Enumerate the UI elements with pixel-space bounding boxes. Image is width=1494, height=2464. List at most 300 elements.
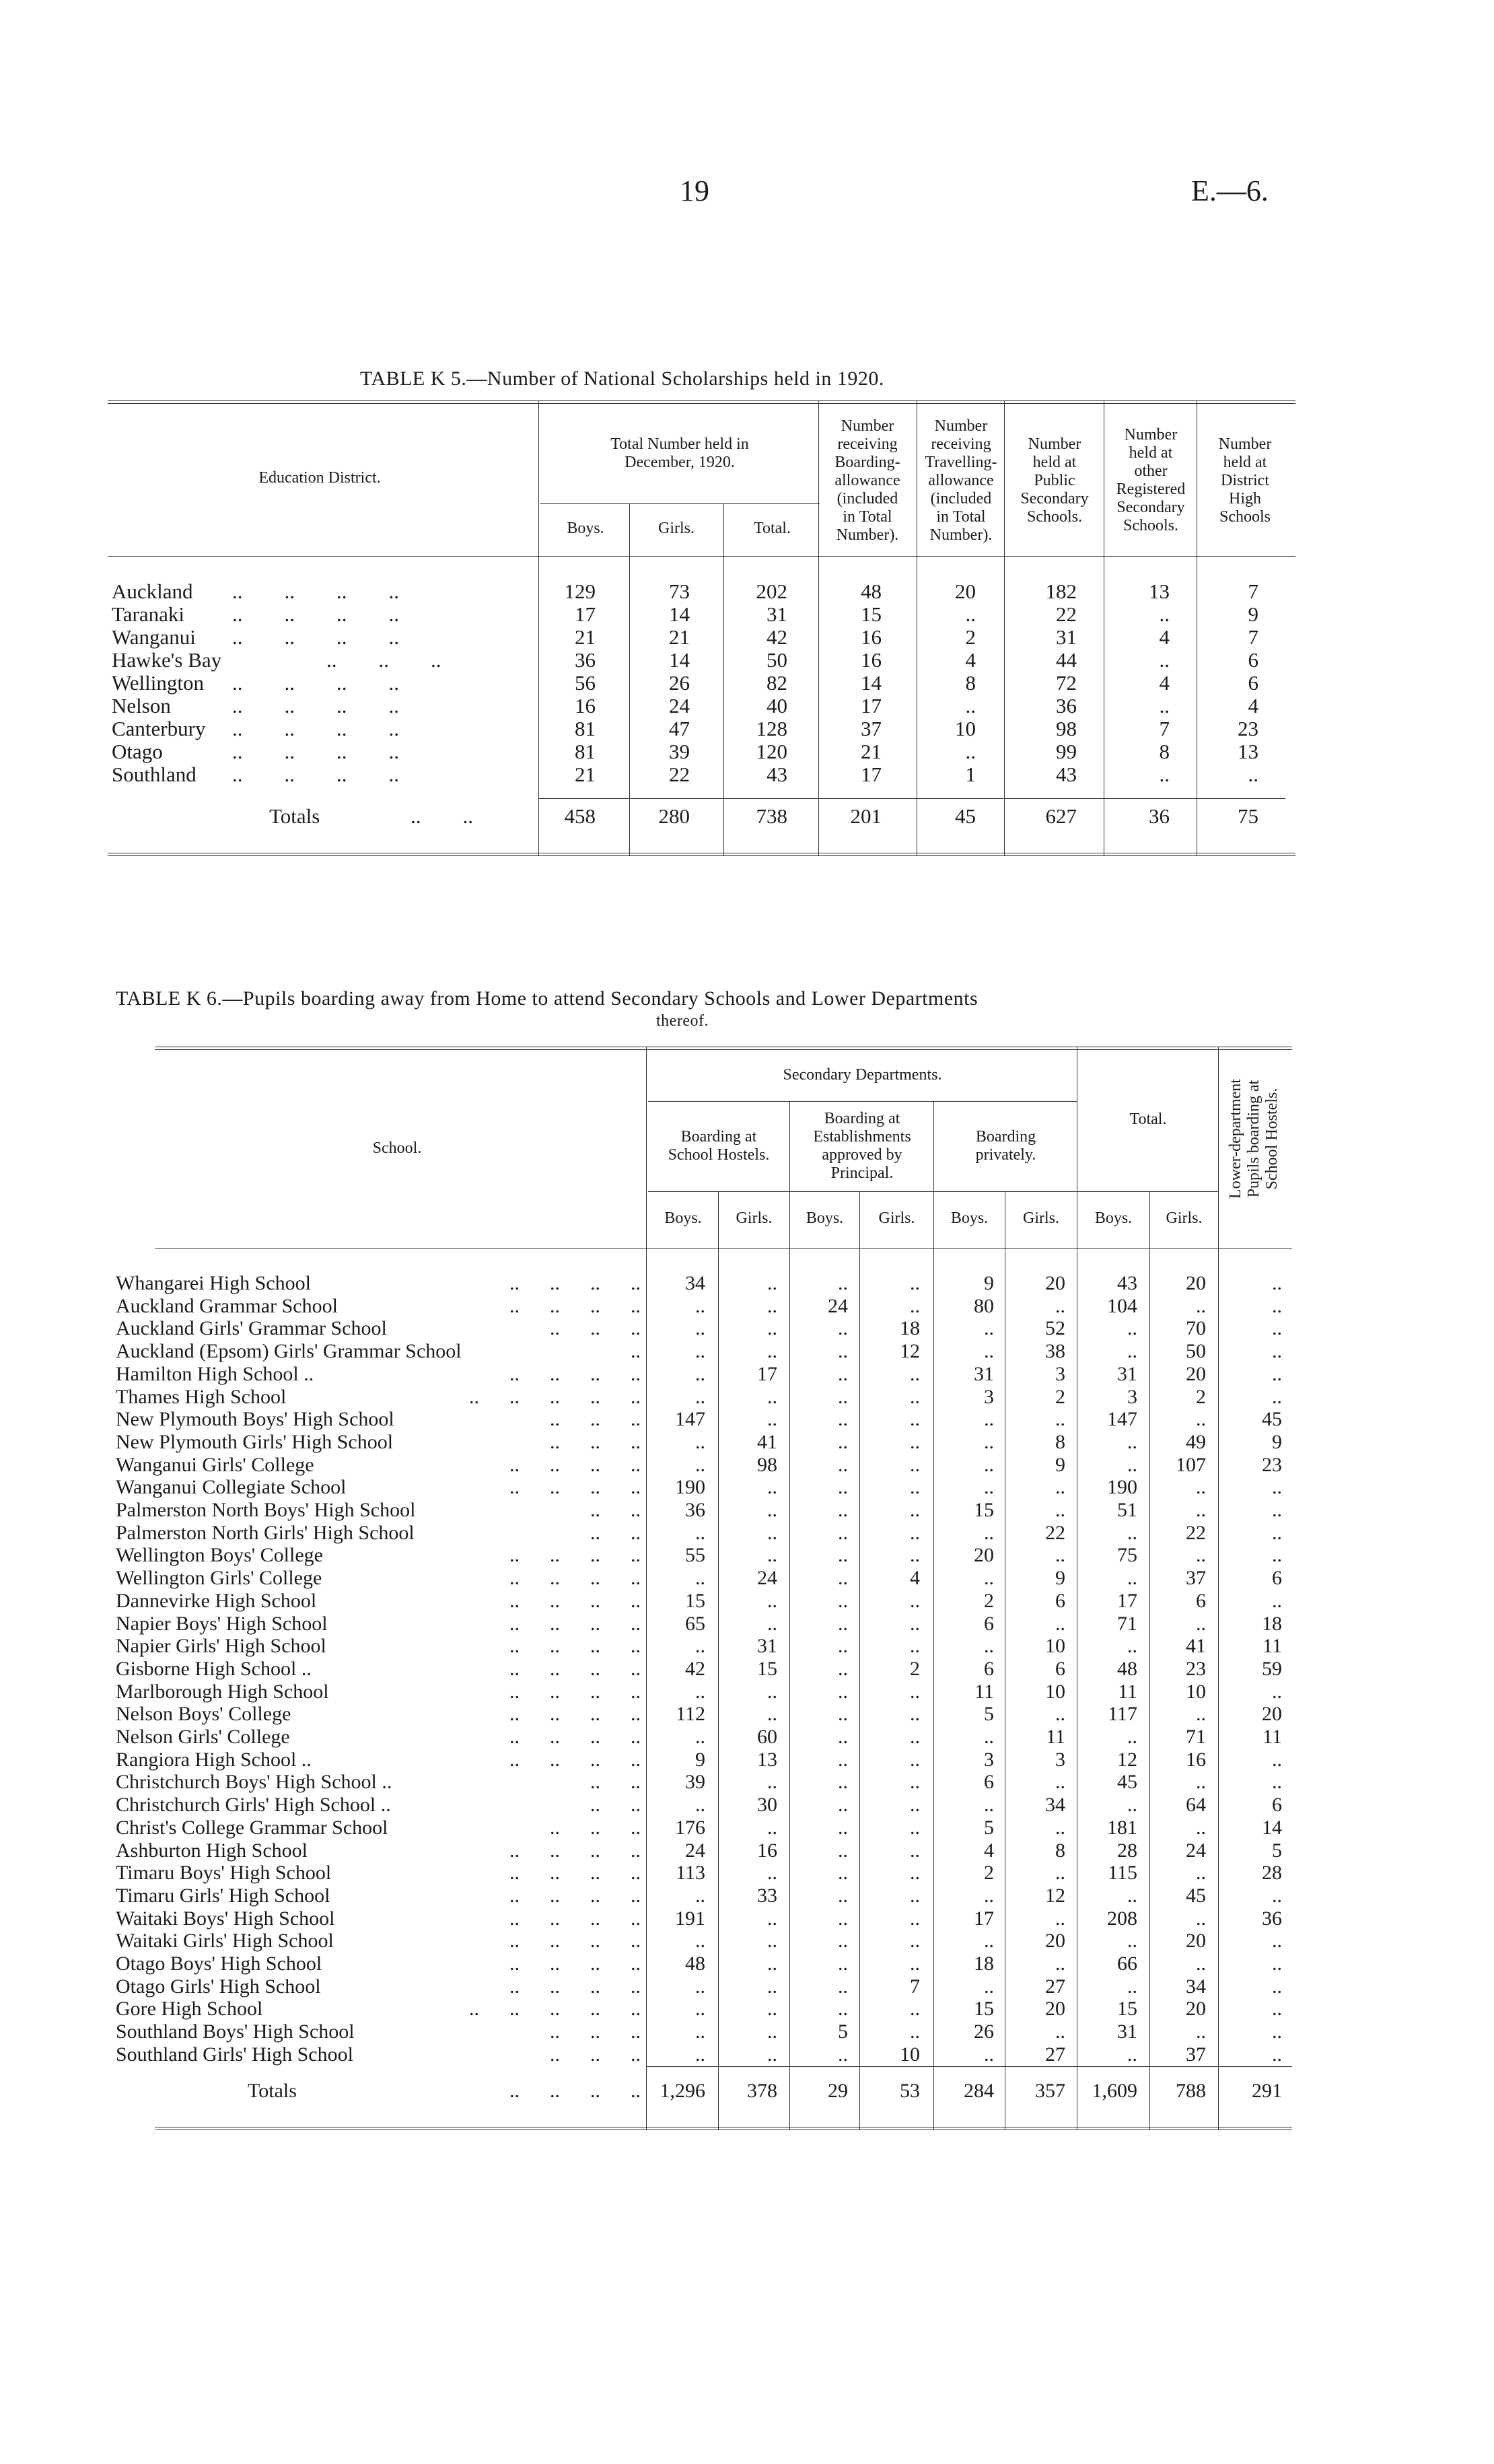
k5-district-name: Nelson	[112, 694, 171, 717]
page-number: 19	[680, 174, 709, 207]
k6-cell: ..	[695, 1635, 705, 1657]
k6-cell: ..	[1196, 2020, 1206, 2043]
k6-cell: ..	[838, 1839, 848, 1862]
k6-leader-dots: .. .. .. ..	[509, 1862, 641, 1884]
k5-leader-dots: .. .. ..	[326, 648, 441, 672]
k6-cell: 31	[974, 1363, 994, 1385]
k5-cell: 4	[1159, 671, 1170, 695]
k6-cell: ..	[984, 1408, 994, 1430]
k6-cell: 107	[1176, 1454, 1206, 1476]
k6-leader-dots: .. .. .. .. ..	[469, 1998, 641, 2020]
k6-header-establishments: Boarding at Establishments approved by Principal.	[813, 1110, 911, 1182]
k6-leader-dots: .. .. ..	[550, 2043, 641, 2066]
k6-cell: 22	[1186, 1522, 1206, 1544]
k6-cell: ..	[1196, 1613, 1206, 1635]
k6-cell: ..	[838, 1431, 848, 1453]
k6-cell: ..	[1055, 1476, 1065, 1498]
k6-cell: ..	[838, 1658, 848, 1680]
k5-cell: 14	[861, 671, 882, 695]
k6-cell: 2	[984, 1590, 994, 1612]
k5-cell: 129	[564, 579, 596, 603]
k5-cell: 17	[861, 763, 882, 786]
k5-cell: 20	[955, 579, 976, 603]
k6-cell: ..	[1272, 1749, 1282, 1771]
k6-cell: 5	[984, 1817, 994, 1839]
k6-leader-dots: .. .. .. ..	[509, 1703, 641, 1725]
k6-cell: 70	[1186, 1317, 1206, 1339]
k6-cell: 190	[675, 1476, 705, 1498]
k5-cell: 43	[767, 763, 787, 786]
k5-cell: ..	[965, 602, 976, 626]
k6-cell: 104	[1107, 1295, 1137, 1317]
k6-cell: ..	[984, 1476, 994, 1498]
k6-leader-dots: .. .. .. ..	[509, 1567, 641, 1589]
k6-cell: 2	[910, 1658, 920, 1680]
k6-cell: ..	[1055, 1907, 1065, 1930]
k6-cell: ..	[695, 1522, 705, 1544]
k5-cell: ..	[965, 694, 976, 717]
k6-cell: ..	[910, 1454, 920, 1476]
k6-cell: 5	[984, 1703, 994, 1725]
k6-total-cell: 357	[1035, 2080, 1065, 2102]
k6-cell: ..	[910, 1408, 920, 1430]
k5-header-travelling: Number receiving Travelling- allowance (included in Total Number).	[925, 417, 997, 544]
k5-cell: 39	[669, 740, 690, 763]
k6-cell: ..	[767, 1408, 777, 1430]
k5-header-total: Total.	[754, 520, 791, 537]
k6-cell: ..	[767, 2043, 777, 2066]
k6-cell: ..	[984, 1317, 994, 1339]
k6-cell: 43	[1117, 1272, 1137, 1294]
k6-cell: 6	[1055, 1590, 1065, 1612]
k6-cell: ..	[984, 1726, 994, 1748]
k6-cell: ..	[838, 1386, 848, 1408]
k6-cell: 48	[685, 1952, 705, 1975]
table-k6-title-line1: TABLE K 6.—Pupils boarding away from Home to attend Secondary Schools and Lower Departments	[116, 987, 979, 1010]
k6-cell: ..	[910, 1681, 920, 1703]
k6-cell: ..	[695, 2020, 705, 2043]
k6-cell: ..	[767, 2020, 777, 2043]
k6-cell: ..	[695, 1726, 705, 1748]
k6-cell: 20	[1045, 1998, 1065, 2020]
k6-cell: 20	[1186, 1998, 1206, 2020]
k6-header-lower: Lower-department Pupils boarding at School Hostels.	[1227, 1078, 1281, 1199]
k6-cell: ..	[1127, 1975, 1137, 1998]
k6-leader-dots: .. .. ..	[550, 1408, 641, 1430]
k6-cell: ..	[1055, 1862, 1065, 1884]
k6-cell: 31	[1117, 1363, 1137, 1385]
k6-cell: 37	[1186, 1567, 1206, 1589]
k6-cell: 23	[1186, 1658, 1206, 1680]
k5-district-name: Otago	[112, 740, 163, 763]
k6-leader-dots: .. .. ..	[550, 1817, 641, 1839]
k6-cell: 16	[757, 1839, 777, 1862]
k6-cell: ..	[767, 1544, 777, 1566]
k6-school-name: Auckland (Epsom) Girls' Grammar School	[116, 1340, 462, 1362]
k5-cell: 36	[1056, 694, 1077, 717]
k6-school-name: Waitaki Boys' High School	[116, 1907, 335, 1930]
k6-leader-dots: .. ..	[590, 1771, 641, 1793]
k6-cell: ..	[910, 1590, 920, 1612]
k5-cell: ..	[1159, 602, 1170, 626]
k6-leader-dots: .. .. .. ..	[509, 1272, 641, 1294]
k6-cell: ..	[838, 1340, 848, 1362]
k6-cell: 191	[675, 1907, 705, 1930]
k6-cell: 30	[757, 1794, 777, 1816]
k5-cell: 128	[756, 717, 787, 740]
k5-district-name: Southland	[112, 763, 197, 786]
k5-cell: 10	[955, 717, 976, 740]
k6-cell: ..	[767, 1386, 777, 1408]
k6-cell: ..	[838, 1681, 848, 1703]
k6-cell: ..	[767, 1862, 777, 1884]
k5-header-district: Education District.	[258, 469, 381, 487]
k6-cell: ..	[838, 1408, 848, 1430]
k6-cell: ..	[984, 1975, 994, 1998]
k6-cell: 2	[984, 1862, 994, 1884]
k6-cell: 2	[1055, 1386, 1065, 1408]
k6-cell: 11	[974, 1681, 994, 1703]
k5-cell: 73	[669, 579, 690, 603]
k6-leader-dots: .. ..	[590, 1794, 641, 1816]
k6-cell: ..	[910, 1295, 920, 1317]
k5-cell: 21	[669, 625, 690, 649]
k6-cell: ..	[910, 1522, 920, 1544]
k6-header-girls-2: Girls.	[878, 1209, 915, 1227]
k6-school-name: Marlborough High School	[116, 1681, 329, 1703]
k6-cell: ..	[1196, 1295, 1206, 1317]
k6-cell: 15	[685, 1590, 705, 1612]
k6-cell: 20	[1045, 1930, 1065, 1952]
k6-cell: 71	[1117, 1613, 1137, 1635]
k6-cell: ..	[910, 1635, 920, 1657]
k6-cell: ..	[910, 1885, 920, 1907]
k6-cell: 2	[1196, 1386, 1206, 1408]
k6-school-name: Christchurch Girls' High School ..	[116, 1794, 391, 1816]
k6-school-name: Christ's College Grammar School	[116, 1817, 388, 1839]
k6-cell: 208	[1107, 1907, 1137, 1930]
k6-cell: ..	[767, 1590, 777, 1612]
k6-header-girls-4: Girls.	[1166, 1209, 1203, 1227]
k6-cell: ..	[910, 1998, 920, 2020]
k6-leader-dots: .. .. .. ..	[509, 1363, 641, 1385]
k6-cell: 16	[1186, 1749, 1206, 1771]
k6-cell: ..	[984, 1340, 994, 1362]
k5-cell: 21	[861, 740, 882, 763]
k5-leader-dots: .. .. .. ..	[232, 602, 399, 626]
k6-cell: ..	[1272, 1272, 1282, 1294]
k6-cell: ..	[1196, 1952, 1206, 1975]
k5-header-boys: Boys.	[567, 520, 604, 537]
k6-cell: ..	[695, 1340, 705, 1362]
k6-school-name: Auckland Girls' Grammar School	[116, 1317, 387, 1339]
k6-total-cell: 29	[828, 2080, 848, 2102]
k6-cell: ..	[1272, 1998, 1282, 2020]
k6-cell: ..	[910, 1613, 920, 1635]
k6-cell: ..	[695, 1363, 705, 1385]
k5-leader-dots: .. .. .. ..	[232, 579, 399, 603]
k6-cell: ..	[767, 1476, 777, 1498]
k6-cell: 41	[757, 1431, 777, 1453]
k6-cell: ..	[1272, 1340, 1282, 1362]
k5-cell: 17	[575, 602, 596, 626]
k6-cell: 27	[1045, 2043, 1065, 2066]
k6-cell: ..	[1055, 1703, 1065, 1725]
k5-cell: 72	[1056, 671, 1077, 695]
k6-cell: ..	[910, 1839, 920, 1862]
k5-cell: 99	[1056, 740, 1077, 763]
k6-cell: ..	[910, 1952, 920, 1975]
k6-leader-dots: .. ..	[590, 1499, 641, 1521]
k6-cell: 11	[1262, 1726, 1282, 1748]
k6-cell: 13	[757, 1749, 777, 1771]
k5-district-name: Wellington	[112, 671, 204, 695]
k6-cell: 17	[974, 1907, 994, 1930]
page-code: E.—6.	[1191, 174, 1269, 207]
k6-cell: ..	[1127, 1635, 1137, 1657]
k6-school-name: Wellington Boys' College	[116, 1544, 323, 1566]
k5-cell: 24	[669, 694, 690, 717]
k6-cell: ..	[695, 1454, 705, 1476]
k6-school-name: Ashburton High School	[116, 1839, 308, 1862]
k6-cell: 17	[1117, 1590, 1137, 1612]
k6-cell: ..	[838, 1272, 848, 1294]
k6-cell: ..	[1055, 1544, 1065, 1566]
k6-header-hostels: Boarding at School Hostels.	[668, 1128, 770, 1164]
k6-cell: ..	[910, 1907, 920, 1930]
k6-cell: 18	[974, 1952, 994, 1975]
k6-cell: ..	[910, 1794, 920, 1816]
k6-cell: ..	[1272, 1975, 1282, 1998]
k5-cell: 16	[861, 648, 882, 672]
k6-cell: 33	[757, 1885, 777, 1907]
k6-cell: 34	[1045, 1794, 1065, 1816]
k6-cell: 20	[1262, 1703, 1282, 1725]
k6-leader-dots: .. .. ..	[550, 2020, 641, 2043]
k6-cell: ..	[838, 1794, 848, 1816]
k5-cell: 26	[669, 671, 690, 695]
k6-cell: ..	[838, 1703, 848, 1725]
k6-cell: ..	[838, 1567, 848, 1589]
k6-cell: 6	[984, 1613, 994, 1635]
k6-cell: 181	[1107, 1817, 1137, 1839]
k6-cell: ..	[1272, 1590, 1282, 1612]
k6-cell: ..	[838, 1476, 848, 1498]
k6-total-cell: 1,296	[660, 2080, 705, 2102]
k5-cell: 44	[1056, 648, 1077, 672]
k6-header-total: Total.	[1129, 1111, 1167, 1128]
k5-cell: 56	[575, 671, 596, 695]
k6-cell: ..	[767, 1613, 777, 1635]
k6-school-name: Wellington Girls' College	[116, 1567, 322, 1589]
k6-cell: ..	[838, 1862, 848, 1884]
k6-cell: ..	[984, 2043, 994, 2066]
k6-cell: 48	[1117, 1658, 1137, 1680]
k6-header-privately: Boarding privately.	[975, 1128, 1036, 1164]
k6-cell: ..	[695, 1567, 705, 1589]
k5-cell: 1	[965, 763, 976, 786]
k6-leader-dots: .. .. .. ..	[509, 1476, 641, 1498]
k6-header-boys-4: Boys.	[1094, 1209, 1133, 1227]
k6-school-name: Dannevirke High School	[116, 1590, 317, 1612]
k6-cell: 147	[1107, 1408, 1137, 1430]
k5-district-name: Taranaki	[112, 602, 184, 626]
k6-cell: 3	[984, 1749, 994, 1771]
k5-cell: 42	[767, 625, 787, 649]
k6-cell: 28	[1117, 1839, 1137, 1862]
k6-school-name: Gore High School	[116, 1998, 263, 2020]
k6-cell: ..	[1196, 1703, 1206, 1725]
k5-cell: 2	[965, 625, 976, 649]
k6-cell: 9	[1055, 1567, 1065, 1589]
k6-cell: ..	[910, 2020, 920, 2043]
k5-header-other: Number held at other Registered Secondary Schools.	[1116, 426, 1186, 534]
k6-cell: ..	[1055, 1295, 1065, 1317]
k6-cell: ..	[695, 2043, 705, 2066]
k5-cell: 22	[669, 763, 690, 786]
k6-cell: 65	[685, 1613, 705, 1635]
k6-header-boys-3: Boys.	[950, 1209, 989, 1227]
k6-cell: 9	[695, 1749, 705, 1771]
k6-cell: ..	[838, 1998, 848, 2020]
k6-cell: 15	[757, 1658, 777, 1680]
k6-cell: 45	[1117, 1771, 1137, 1793]
k6-cell: ..	[695, 1885, 705, 1907]
k6-cell: 8	[1055, 1431, 1065, 1453]
k6-cell: 31	[757, 1635, 777, 1657]
k6-cell: ..	[984, 1454, 994, 1476]
k6-cell: ..	[910, 1862, 920, 1884]
k5-cell: 4	[965, 648, 976, 672]
k5-district-name: Auckland	[112, 579, 193, 603]
k6-cell: 34	[685, 1272, 705, 1294]
k6-cell: ..	[695, 1295, 705, 1317]
k6-school-name: Whangarei High School	[116, 1272, 311, 1294]
k6-cell: 20	[1186, 1930, 1206, 1952]
k6-leader-dots: .. .. .. ..	[509, 1681, 641, 1703]
k6-cell: 80	[974, 1295, 994, 1317]
k6-cell: ..	[910, 1363, 920, 1385]
k6-cell: ..	[1272, 1386, 1282, 1408]
k6-cell: 23	[1262, 1454, 1282, 1476]
k6-cell: ..	[910, 1476, 920, 1498]
k6-cell: 71	[1186, 1726, 1206, 1748]
k5-cell: 14	[669, 648, 690, 672]
k6-cell: ..	[1127, 1567, 1137, 1589]
k6-cell: 11	[1118, 1681, 1137, 1703]
k6-school-name: Southland Boys' High School	[116, 2020, 355, 2043]
k5-cell: 8	[965, 671, 976, 695]
k5-cell: 47	[669, 717, 690, 740]
k6-cell: 24	[1186, 1839, 1206, 1862]
k5-cell: ..	[965, 740, 976, 763]
k6-cell: ..	[695, 1794, 705, 1816]
k5-cell: 81	[575, 717, 596, 740]
k6-totals-dots: .. .. .. ..	[509, 2080, 641, 2102]
k6-school-name: Palmerston North Girls' High School	[116, 1522, 415, 1544]
k6-cell: ..	[910, 1771, 920, 1793]
k6-cell: 64	[1186, 1794, 1206, 1816]
k6-cell: 9	[1272, 1431, 1282, 1453]
k6-cell: 6	[1272, 1794, 1282, 1816]
k5-totals-dots: .. ..	[411, 804, 473, 828]
k5-total-cell: 45	[955, 804, 976, 828]
k5-cell: 4	[1159, 625, 1170, 649]
k6-cell: ..	[1055, 1408, 1065, 1430]
k6-school-name: Otago Boys' High School	[116, 1952, 322, 1975]
k6-cell: ..	[695, 1930, 705, 1952]
k5-cell: 16	[575, 694, 596, 717]
k5-header-girls: Girls.	[658, 520, 695, 537]
k6-header-girls-3: Girls.	[1023, 1209, 1059, 1227]
k5-cell: 21	[575, 763, 596, 786]
k6-school-name: Gisborne High School ..	[116, 1658, 312, 1680]
k5-cell: 7	[1159, 717, 1170, 740]
k6-cell: 4	[984, 1839, 994, 1862]
k5-total-cell: 201	[850, 804, 882, 828]
k6-cell: ..	[1272, 1681, 1282, 1703]
k6-cell: ..	[767, 1340, 777, 1362]
k6-cell: 18	[900, 1317, 920, 1339]
k5-cell: 17	[861, 694, 882, 717]
k5-leader-dots: .. .. .. ..	[232, 717, 399, 740]
k6-cell: 4	[910, 1567, 920, 1589]
k6-cell: ..	[838, 1771, 848, 1793]
k6-cell: 15	[1117, 1998, 1137, 2020]
k6-cell: 49	[1186, 1431, 1206, 1453]
k6-cell: 3	[1127, 1386, 1137, 1408]
k6-school-name: Wanganui Collegiate School	[116, 1476, 347, 1498]
k6-cell: 12	[1117, 1749, 1137, 1771]
k6-cell: 34	[1186, 1975, 1206, 1998]
k5-cell: 37	[861, 717, 882, 740]
k6-school-name: Napier Boys' High School	[116, 1613, 328, 1635]
k6-leader-dots: .. .. .. ..	[509, 1635, 641, 1657]
k6-cell: 38	[1045, 1340, 1065, 1362]
k6-cell: ..	[838, 1907, 848, 1930]
k6-cell: 15	[974, 1499, 994, 1521]
k6-cell: ..	[767, 1499, 777, 1521]
k6-cell: ..	[695, 1386, 705, 1408]
k6-cell: ..	[1272, 1952, 1282, 1975]
k6-header-boys-2: Boys.	[806, 1209, 844, 1227]
k6-cell: 117	[1108, 1703, 1137, 1725]
k6-cell: ..	[838, 1522, 848, 1544]
k6-cell: ..	[767, 1703, 777, 1725]
k6-cell: ..	[695, 1975, 705, 1998]
k6-school-name: New Plymouth Boys' High School	[116, 1408, 394, 1430]
k6-cell: 20	[974, 1544, 994, 1566]
k5-cell: 22	[1056, 602, 1077, 626]
k6-school-name: Southland Girls' High School	[116, 2043, 353, 2066]
k6-cell: ..	[1127, 1726, 1137, 1748]
k6-cell: 24	[828, 1295, 848, 1317]
k6-cell: ..	[1272, 1476, 1282, 1498]
k6-cell: 12	[900, 1340, 920, 1362]
k5-cell: 14	[669, 602, 690, 626]
k6-cell: ..	[1196, 1499, 1206, 1521]
k5-cell: ..	[1159, 694, 1170, 717]
k6-cell: ..	[1196, 1544, 1206, 1566]
k5-cell: 31	[767, 602, 787, 626]
k5-leader-dots: .. .. .. ..	[232, 763, 399, 786]
k6-cell: ..	[984, 1930, 994, 1952]
k6-cell: ..	[1127, 1454, 1137, 1476]
k6-cell: 10	[1045, 1681, 1065, 1703]
k6-total-cell: 53	[900, 2080, 920, 2102]
k5-leader-dots: .. .. .. ..	[232, 671, 399, 695]
k5-cell: 40	[767, 694, 787, 717]
